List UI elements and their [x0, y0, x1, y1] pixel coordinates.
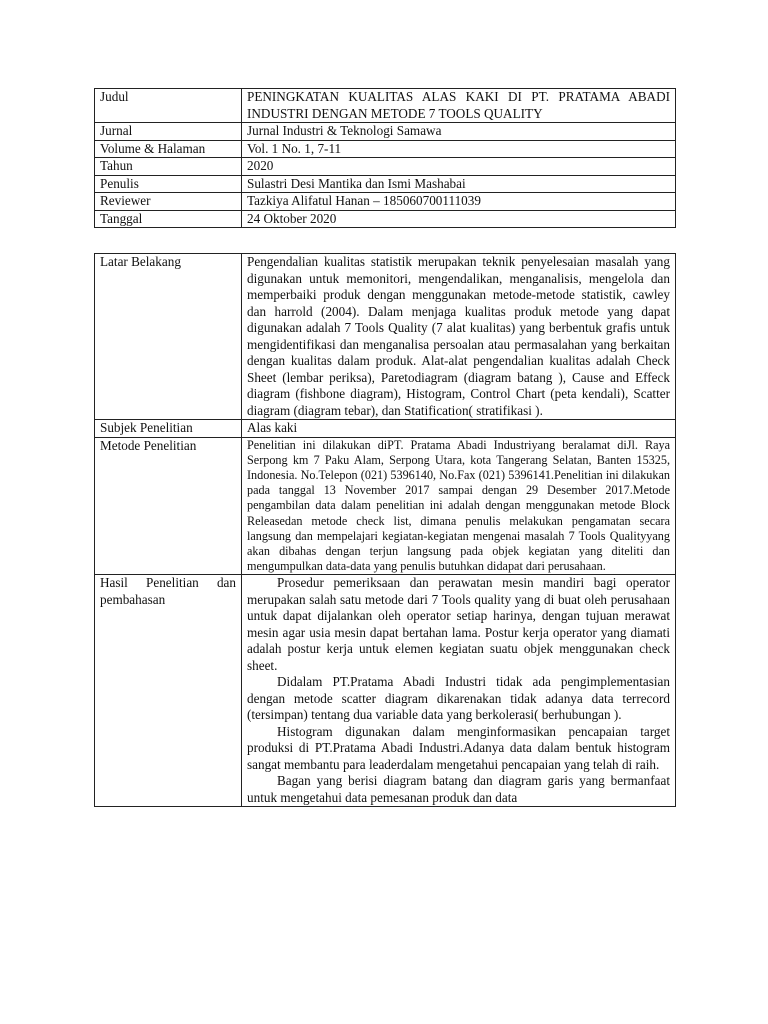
table-row	[95, 175, 676, 193]
row-label-penulis: Penulis	[95, 175, 242, 193]
row-label-jurnal: Jurnal	[95, 123, 242, 141]
table-row	[95, 210, 676, 228]
table-row	[95, 140, 676, 158]
latar-belakang-text: Pengendalian kualitas statistik merupakan teknik penyelesaian masalah yang digunakan untuk memonitori, mengendalikan, menganalisis, mengelola dan memperbaiki produk dengan menggunakan metode-metode statistik, cawley dan harrold (2004). Dalam menjaga kualitas produk metode yang dapat digunakan adalah 7 Tools Quality (7 alat kualitas) yang berbentuk grafis untuk mengidentifikasi dan menganalisa persoalan atau permasalahan yang berkaitan dengan kualitas dalam produk. Alat-alat pengendalian kualitas adalah Check Sheet (lembar periksa), Paretodiagram (diagram batang ), Cause and Effeck diagram (fishbone diagram), Histogram, Control Chart (peta kendali), Scatter diagram (diagram tebar), dan Statification( stratifikasi ).	[242, 254, 676, 420]
table-row	[95, 437, 676, 575]
metode-penelitian-label: Metode Penelitian	[95, 437, 242, 575]
row-value-tahun: 2020	[242, 158, 676, 176]
metode-penelitian-text: Penelitian ini dilakukan diPT. Pratama Abadi Industriyang beralamat diJl. Raya Serpong km 7 Paku Alam, Serpong Utara, kota Tangerang Selatan, Banten 15325, Indonesia. No.Telepon (021) 5396140, No.Fax (021) 5396141.Penelitian ini dilakukan pada tanggal 13 November 2017 sampai dengan 29 Desember 2017.Metode pengambilan data dalam penelitian ini adalah dengan menggunakan metode Block Releasedan metode check list, dimana penulis melakukan pengamatan secara langsung dan mempelajari kegiatan-kegiatan mengenai masalah 7 Tools Qualityyang akan dibahas dengan terjun langsung pada objek kegiatan yang diteliti dan mengumpulkan data-data yang penulis butuhkan didapat dari perusahaan.	[242, 437, 676, 575]
row-label-judul: Judul	[95, 89, 242, 123]
hasil-paragraph: Bagan yang berisi diagram batang dan diagram garis yang bermanfaat untuk mengetahui data pemesanan produk dan data	[247, 773, 670, 805]
hasil-penelitian-label: Hasil Penelitian dan pembahasan	[95, 575, 242, 807]
journal-info-table	[94, 88, 676, 228]
row-value-judul: PENINGKATAN KUALITAS ALAS KAKI DI PT. PRATAMA ABADI INDUSTRI DENGAN METODE 7 TOOLS QUALITY	[242, 89, 676, 123]
table-row	[95, 575, 676, 807]
table-row	[95, 158, 676, 176]
row-label-tahun: Tahun	[95, 158, 242, 176]
row-value-tanggal: 24 Oktober 2020	[242, 210, 676, 228]
subjek-penelitian-label: Subjek Penelitian	[95, 420, 242, 438]
table-row	[95, 89, 676, 123]
row-label-volume: Volume & Halaman	[95, 140, 242, 158]
row-label-reviewer: Reviewer	[95, 193, 242, 211]
table-row	[95, 193, 676, 211]
row-value-penulis: Sulastri Desi Mantika dan Ismi Mashabai	[242, 175, 676, 193]
hasil-penelitian-text	[242, 575, 676, 807]
subjek-penelitian-text: Alas kaki	[242, 420, 676, 438]
table-row	[95, 420, 676, 438]
hasil-paragraph: Histogram digunakan dalam menginformasikan pencapaian target produksi di PT.Pratama Abadi Industri.Adanya data dalam bentuk histogram sangat membantu para leaderdalam mengetahui pencapaian yang telah di raih.	[247, 723, 670, 772]
row-value-jurnal: Jurnal Industri & Teknologi Samawa	[242, 123, 676, 141]
latar-belakang-label: Latar Belakang	[95, 254, 242, 420]
table-row	[95, 123, 676, 141]
row-value-reviewer: Tazkiya Alifatul Hanan – 185060700111039	[242, 193, 676, 211]
hasil-paragraph: Prosedur pemeriksaan dan perawatan mesin mandiri bagi operator merupakan salah satu metode dari 7 Tools quality yang di buat oleh perusahaan untuk dapat dijalankan oleh operator setiap harinya, dengan tujuan merawat mesin agar usia mesin dapat bertahan lama. Postur kerja operator yang diamati adalah postur kerja untuk elemen kegiatan suatu objek menggunakan check sheet.	[247, 575, 670, 673]
review-content-table	[94, 253, 676, 807]
row-value-volume: Vol. 1 No. 1, 7-11	[242, 140, 676, 158]
hasil-paragraph: Didalam PT.Pratama Abadi Industri tidak ada pengimplementasian dengan metode scatter diagram dikarenakan tidak adanya data terrecord (tersimpan) tentang dua variable data yang berkolerasi( berhubungan ).	[247, 674, 670, 723]
row-label-tanggal: Tanggal	[95, 210, 242, 228]
table-row	[95, 254, 676, 420]
